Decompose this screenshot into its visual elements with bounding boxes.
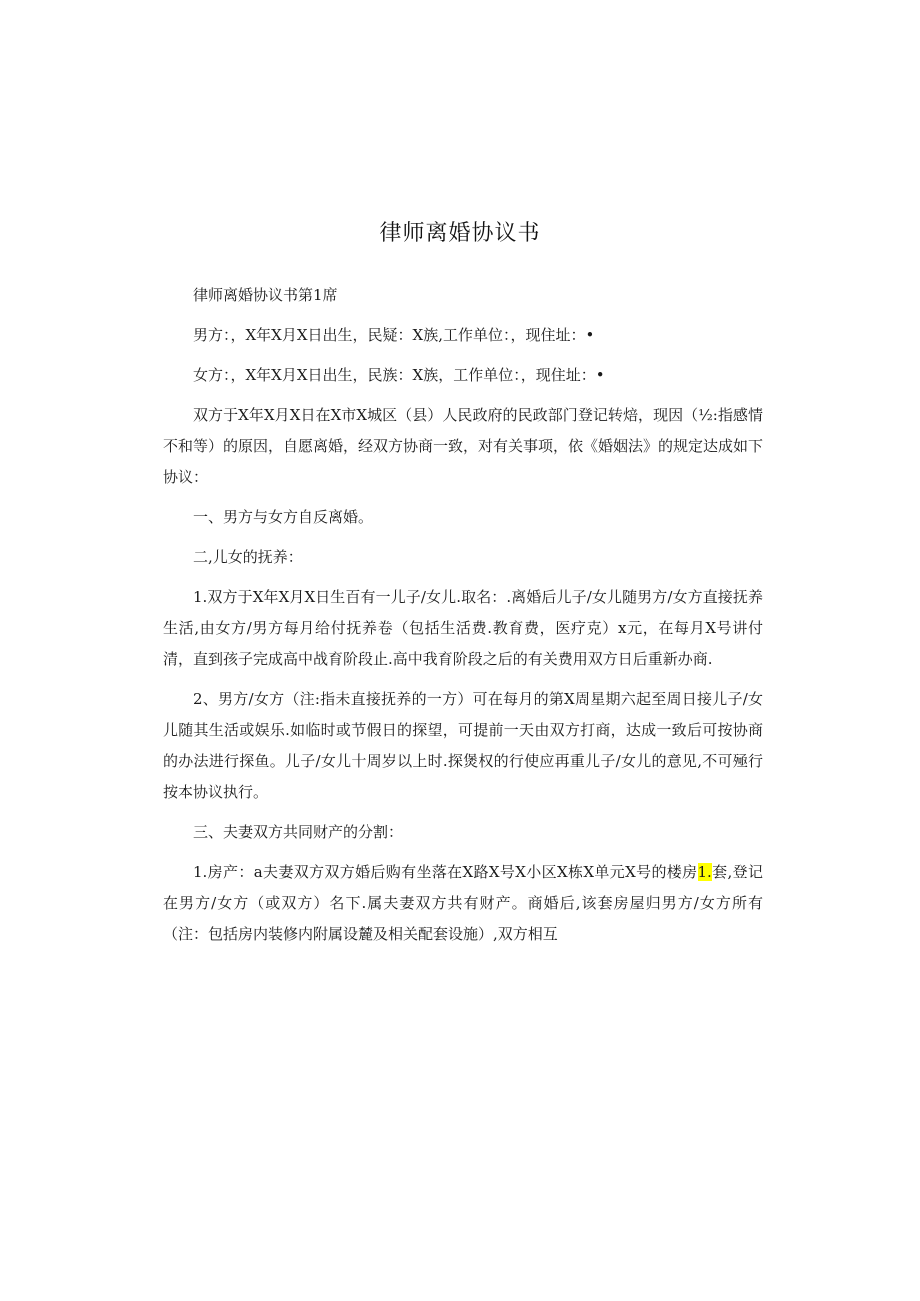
paragraph-clause-3-heading: 三、夫妻双方共同财产的分割： <box>193 823 404 841</box>
highlighted-text: 1. <box>697 863 712 881</box>
paragraph-husband-info: 男方：，X年X月X日出生，民疑：X族,工作单位：，现住址：• <box>193 326 595 344</box>
property-text-after: 套,登记在男方/女方（或双方）名下.属夫妻双方共有财产。商婚后,该套房屋归男方/女方所有（注：包括房内装修内附属设麓及相关配套设施）,双方相互 <box>163 863 763 943</box>
document-title: 律师离婚协议书 <box>379 221 541 246</box>
paragraph-wife-info: 女方：，X年X月X日出生，民族：X族，工作单位：，现住址：• <box>193 366 605 384</box>
document-body <box>163 280 763 959</box>
paragraph-visitation: 2、男方/女方（注:指未直接抚养的一方）可在每月的第X周星期六起至周日接儿子/女儿随其生活或娱乐.如临时或节假日的探望，可提前一天由双方打商，达成一致后可按协商的办法进行探鱼。儿子/女儿十周岁以上时.探煲权的行使应再重儿子/女儿的意见,不可殛行按本协议执行。 <box>163 690 763 801</box>
paragraph-property <box>163 857 763 950</box>
property-text-before: 1.房产：a夫妻双方双方婚后购有坐落在X路X号X小区X栋X单元X号的楼房 <box>193 863 698 881</box>
paragraph-clause-1: 一、男方与女方自反离婚。 <box>193 508 374 526</box>
paragraph-preamble: 双方于X年X月X日在X市X城区（县）人民政府的民政部门登记转焙，现因（½:指感情不和等）的原因，自愿离婚，经双方协商一致，对有关事项，依《婚姻法》的规定达成如下协议： <box>163 406 764 486</box>
paragraph-child-support: 1.双方于X年X月X日生百有一儿子/女儿.取名：.离婚后儿子/女儿随男方/女方直接抚养生活,由女方/男方每月给付抚养卷（包括生活费.教育费，医疗克）x元，在每月X号讲付清，直到孩子完成高中战育阶段止.高中我育阶段之后的有关费用双方日后重新办商. <box>163 588 763 668</box>
paragraph-clause-2-heading: 二,儿女的抚养： <box>193 548 303 566</box>
paragraph-subtitle: 律师离婚协议书第1席 <box>193 286 338 304</box>
